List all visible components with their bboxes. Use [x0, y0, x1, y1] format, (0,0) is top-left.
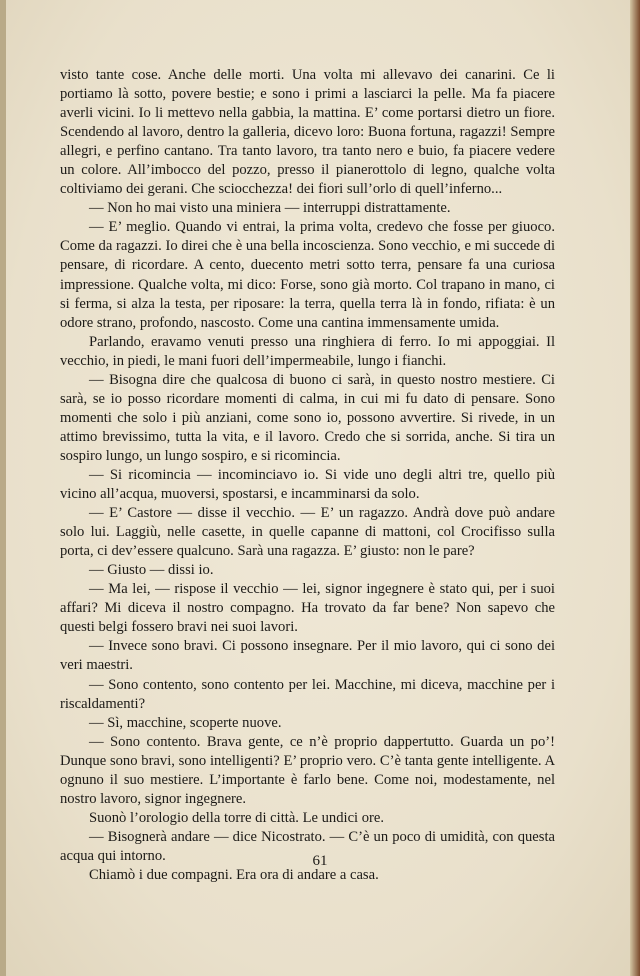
- paragraph: — Sono contento. Brava gente, ce n’è proprio dappertutto. Guarda un po’! Dunque sono bravi, sono intelligenti? E’ proprio vero. C’è tanta gente intelligente. A ognuno il suo mestiere. L’importante è farlo bene. Come noi, modestamente, nel nostro lavoro, signor ingegnere.: [60, 733, 555, 807]
- paragraph: — Invece sono bravi. Ci possono insegnare. Per il mio lavoro, qui ci sono dei veri maestri.: [60, 638, 555, 674]
- paragraph: Chiamò i due compagni. Era ora di andare a casa.: [89, 866, 379, 883]
- page-number: 61: [312, 853, 328, 869]
- paragraph: — Non ho mai visto una miniera — interruppi distrattamente.: [89, 200, 451, 217]
- paragraph: — Giusto — dissi io.: [89, 562, 214, 579]
- paragraph: — Sì, macchine, scoperte nuove.: [89, 714, 282, 731]
- page-left-edge: [0, 0, 6, 976]
- paragraph: — Sono contento, sono contento per lei. Macchine, mi diceva, macchine per i riscaldamenti?: [60, 676, 555, 712]
- paragraph: — E’ Castore — disse il vecchio. — E’ un ragazzo. Andrà dove può andare solo lui. Laggiù, nelle casette, in quelle capanne di mattoni, col Crocifisso sulla porta, ci dev’essere qualcuno. Sarà una ragazza. E’ giusto: non le pare?: [60, 505, 555, 560]
- paragraph: — E’ meglio. Quando vi entrai, la prima volta, credevo che fosse per giuoco. Come da ragazzi. Io direi che è una bella incoscienza. Sono vecchio, e mi succede di pensare, di ricordare. A cento, duecento metri sotto terra, pensare fa una curiosa impressione. Qualche volta, mi dico: Forse, sono già morto. Col trapano in mano, ci si ferma, si alza la testa, per riposare: la terra, quella terra là in fondo, rifiata: è un odore strano, profondo, nascosto. Come una cantina immensamente umida.: [60, 219, 555, 331]
- paragraph: — Bisogna dire che qualcosa di buono ci sarà, in questo nostro mestiere. Ci sarà, se io posso ricordare momenti di calma, in cui mi fu dato di pensare. Sono momenti che solo i più anziani, come sono io, possono avvertire. Si rivede, in un attimo brevissimo, tutta la vita, e il lavoro. Credo che si sorrida, anche. Si tira un sospiro lungo, un lungo sospiro, e si ricomincia.: [60, 371, 555, 464]
- body-text: [60, 66, 555, 885]
- paragraph: — Ma lei, — rispose il vecchio — lei, signor ingegnere è stato qui, per i suoi affari? Mi diceva il nostro compagno. Ha trovato da far bene? Non sapevo che questi belgi fossero bravi nei suoi lavori.: [60, 581, 555, 636]
- page-right-edge: [630, 0, 640, 976]
- paragraph: — Si ricomincia — incominciavo io. Si vide uno degli altri tre, quello più vicino all’acqua, muoversi, spostarsi, e incamminarsi da solo.: [60, 466, 555, 503]
- paragraph: Suonò l’orologio della torre di città. Le undici ore.: [89, 809, 385, 826]
- paragraph: Parlando, eravamo venuti presso una ringhiera di ferro. Io mi appoggiai. Il vecchio, in piedi, le mani fuori dell’impermeabile, lungo i fianchi.: [60, 333, 555, 369]
- paragraph: visto tante cose. Anche delle morti. Una volta mi allevavo dei canarini. Ce li portiamo là sotto, povere bestie; e sono i primi a lasciarci la pelle. Ma fa piacere averli vicini. Io li mettevo nella gabbia, la mattina. E’ come portarsi dietro un fiore. Scendendo al lavoro, dentro la galleria, dicevo loro: Buona fortuna, ragazzi! Sempre allegri, e perfino cantano. Tra tanto lavoro, tra tanto nero e buio, fa piacere vedere un colore. All’imbocco del pozzo, presso il pianerottolo di legno, qualche volta coltiviamo dei gerani. Che sciocchezza! dei fiori sull’orlo di quell’inferno...: [60, 67, 555, 198]
- paragraph: — Bisognerà andare — dice Nicostrato. — C’è un poco di umidità, con questa acqua qui intorno.: [60, 828, 555, 864]
